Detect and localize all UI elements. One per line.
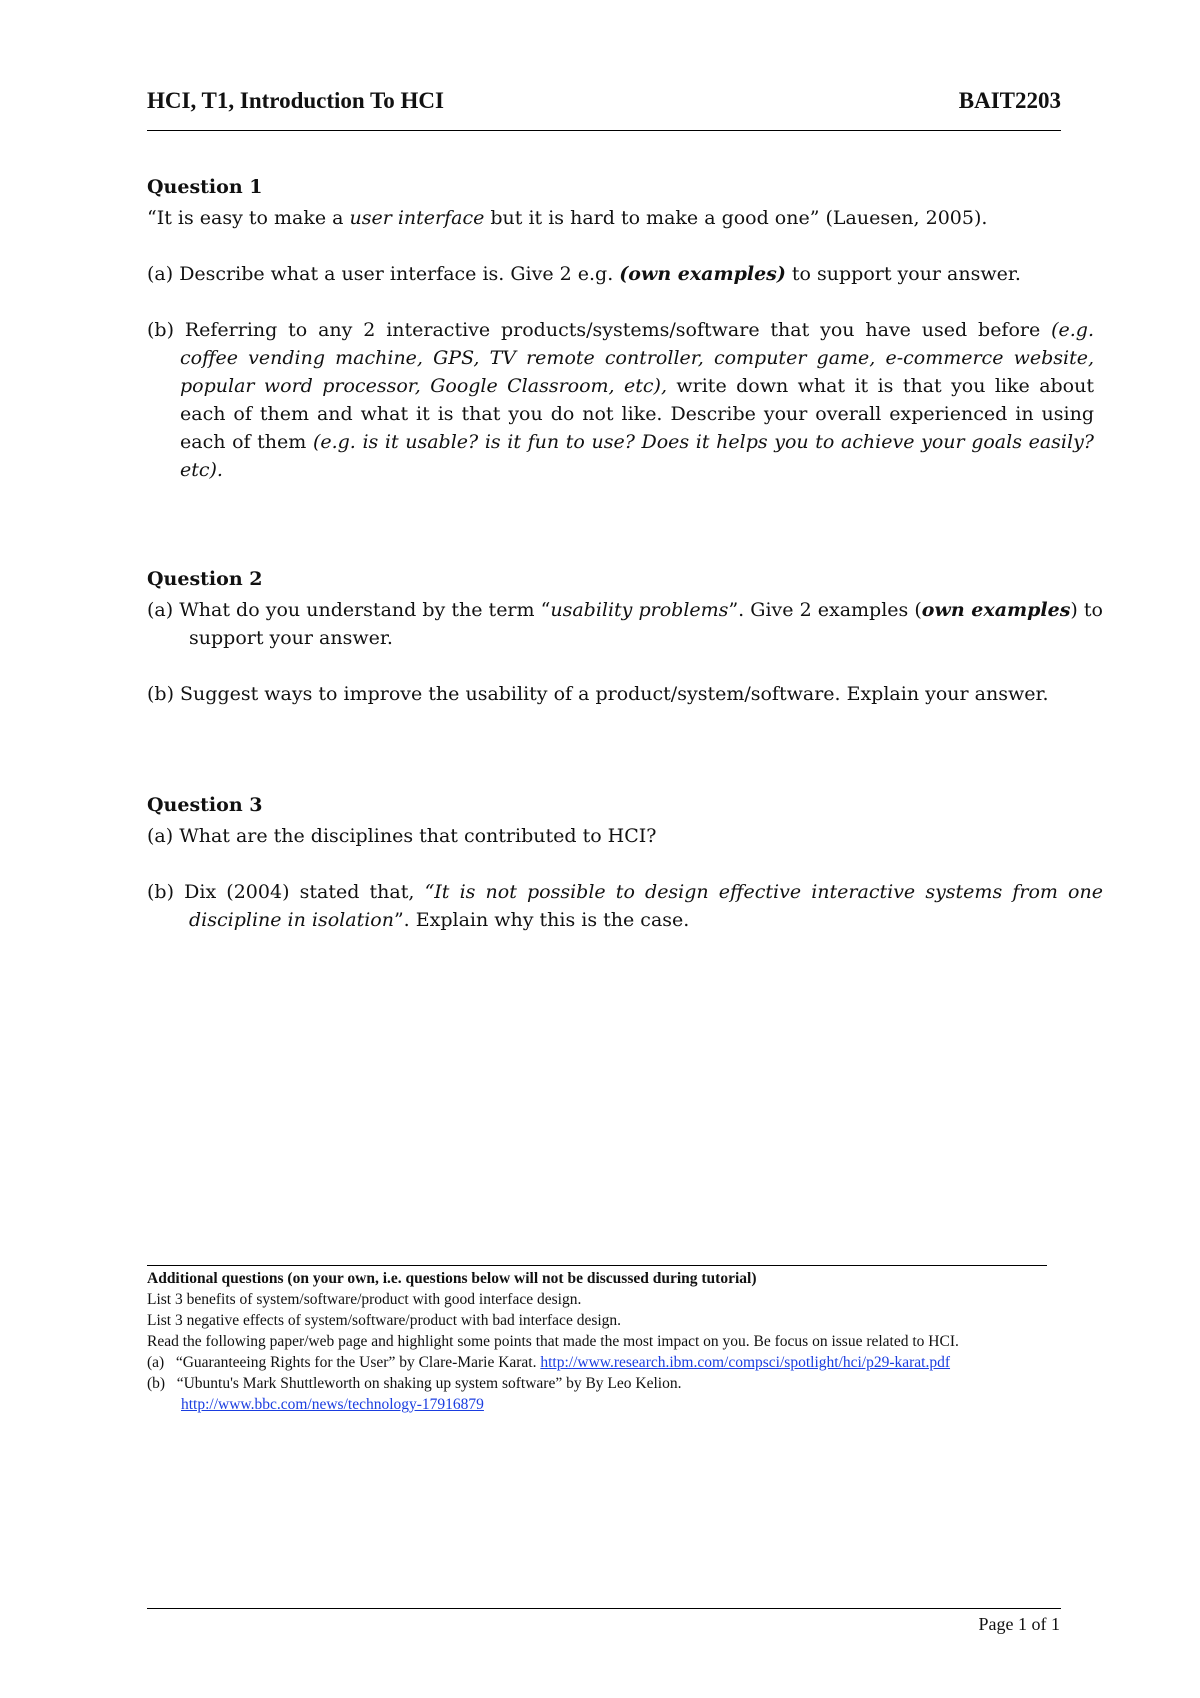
q2a-text-end: ) to support your answer. bbox=[189, 599, 1103, 649]
reference-a-text: “Guaranteeing Rights for the User” by Clare-Marie Karat. bbox=[175, 1354, 541, 1371]
q1a-own-examples: (own examples) bbox=[619, 263, 786, 285]
page-number: Page 1 of 1 bbox=[978, 1614, 1060, 1634]
question-1-quote bbox=[147, 204, 987, 232]
reference-b-link[interactable]: http://www.bbc.com/news/technology-17916879 bbox=[181, 1396, 484, 1413]
document-title: HCI, T1, Introduction To HCI bbox=[147, 88, 444, 113]
quote-text: “It is easy to make a bbox=[147, 207, 350, 229]
q2a-text-mid: ”. Give 2 examples ( bbox=[728, 599, 922, 621]
reference-a-link[interactable]: http://www.research.ibm.com/compsci/spotlight/hci/p29-karat.pdf bbox=[540, 1354, 951, 1371]
reference-b bbox=[147, 1373, 1061, 1415]
course-code: BAIT2203 bbox=[958, 88, 1061, 113]
quote-emphasis: user interface bbox=[349, 207, 485, 229]
reference-b-label: (b) bbox=[147, 1375, 166, 1392]
q3b-quote: “It is not possible to design effective interactive systems from one discipline in isolation bbox=[189, 881, 1103, 931]
q3b-text: (b) Dix (2004) stated that, bbox=[147, 881, 425, 903]
reference-a-label: (a) bbox=[147, 1354, 165, 1371]
q1a-text-end: to support your answer. bbox=[785, 263, 1021, 285]
question-1a bbox=[147, 260, 1021, 288]
footer-divider bbox=[147, 1608, 1061, 1609]
q2a-term: usability problems bbox=[550, 599, 729, 621]
additional-questions bbox=[147, 1268, 1061, 1415]
additional-divider bbox=[147, 1265, 1047, 1266]
question-3a: (a) What are the disciplines that contributed to HCI? bbox=[147, 825, 657, 847]
q3b-text-end: ”. Explain why this is the case. bbox=[393, 909, 690, 931]
question-2b: (b) Suggest ways to improve the usability of a product/system/software. Explain your answer. bbox=[147, 683, 1049, 705]
quote-text-end: but it is hard to make a good one” (Lauesen, 2005). bbox=[484, 207, 988, 229]
question-1-title: Question 1 bbox=[147, 176, 263, 198]
question-3b bbox=[147, 878, 1103, 934]
question-2a bbox=[147, 596, 1103, 652]
additional-line-2: List 3 negative effects of system/software/product with bad interface design. bbox=[147, 1312, 622, 1329]
additional-line-3: Read the following paper/web page and highlight some points that made the most impact on you. Be focus on issue related to HCI. bbox=[147, 1333, 959, 1350]
additional-title: Additional questions (on your own, i.e. questions below will not be discussed during tutorial) bbox=[147, 1270, 757, 1287]
q2a-text: (a) What do you understand by the term “ bbox=[147, 599, 551, 621]
q1a-text: (a) Describe what a user interface is. Give 2 e.g. bbox=[147, 263, 620, 285]
page-header bbox=[147, 74, 1061, 114]
reference-a bbox=[147, 1352, 1061, 1373]
question-1b bbox=[147, 316, 1094, 484]
q2a-own-examples: own examples bbox=[921, 599, 1071, 621]
reference-b-text: “Ubuntu's Mark Shuttleworth on shaking up system software” by By Leo Kelion. bbox=[176, 1375, 682, 1392]
question-2-title: Question 2 bbox=[147, 568, 263, 590]
header-divider bbox=[147, 130, 1061, 131]
q1b-examples: (e.g. coffee vending machine, GPS, TV remote controller, computer game, e-commerce website, popular word processor, Google Classroom, etc), bbox=[180, 319, 1094, 397]
additional-line-1: List 3 benefits of system/software/product with good interface design. bbox=[147, 1291, 582, 1308]
q1b-text: (b) Referring to any 2 interactive products/systems/software that you have used before bbox=[147, 319, 1052, 341]
q1b-text-mid: write down what it is that you like about each of them and what it is that you do not like. Describe your overall experienced in using each of them bbox=[180, 375, 1094, 453]
q1b-prompts: (e.g. is it usable? is it fun to use? Does it helps you to achieve your goals easily? etc). bbox=[180, 431, 1094, 481]
question-3-title: Question 3 bbox=[147, 794, 263, 816]
